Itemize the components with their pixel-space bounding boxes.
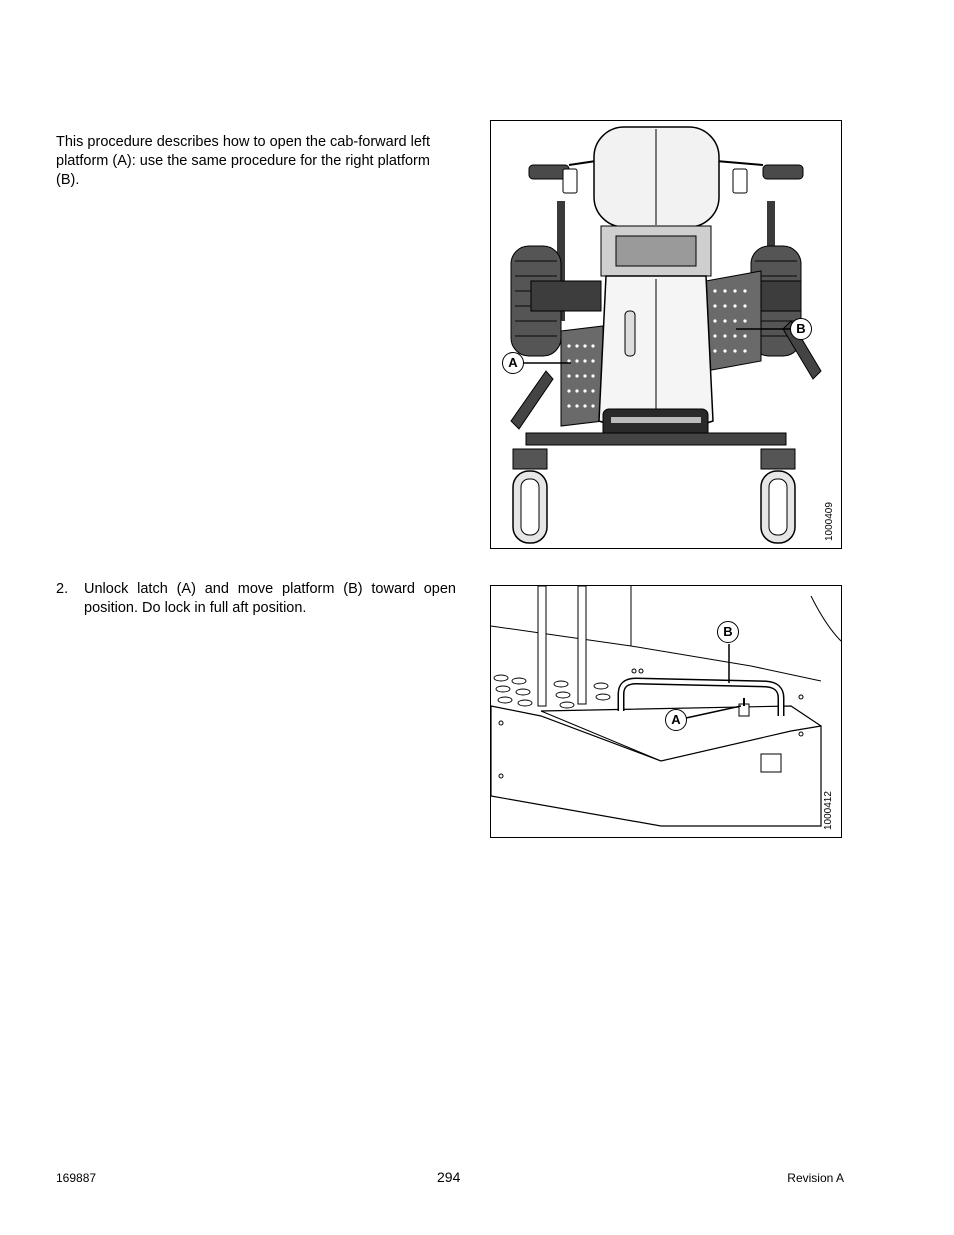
callout-b: B [790,318,812,340]
platform-latch-illustration [491,586,841,837]
callout-a: A [665,709,687,731]
windrower-illustration [491,121,841,548]
revision-label: Revision A [787,1171,844,1185]
figure-id: 1000412 [823,791,834,830]
step-2 [56,580,456,618]
figure-platform-latch [490,585,842,838]
intro-paragraph: This procedure describes how to open the cab-forward left platform (A): use the same procedure for the right platform (B). [56,134,430,188]
step-text: Unlock latch (A) and move platform (B) toward open position. Do lock in full aft position. [84,581,456,616]
figure-id: 1000409 [824,502,835,541]
document-number: 169887 [56,1171,97,1185]
page-number: 294 [437,1169,461,1185]
callout-a: A [502,352,524,374]
step-number: 2. [56,581,69,597]
figure-windrower-top-view [490,120,842,549]
callout-b: B [717,621,739,643]
